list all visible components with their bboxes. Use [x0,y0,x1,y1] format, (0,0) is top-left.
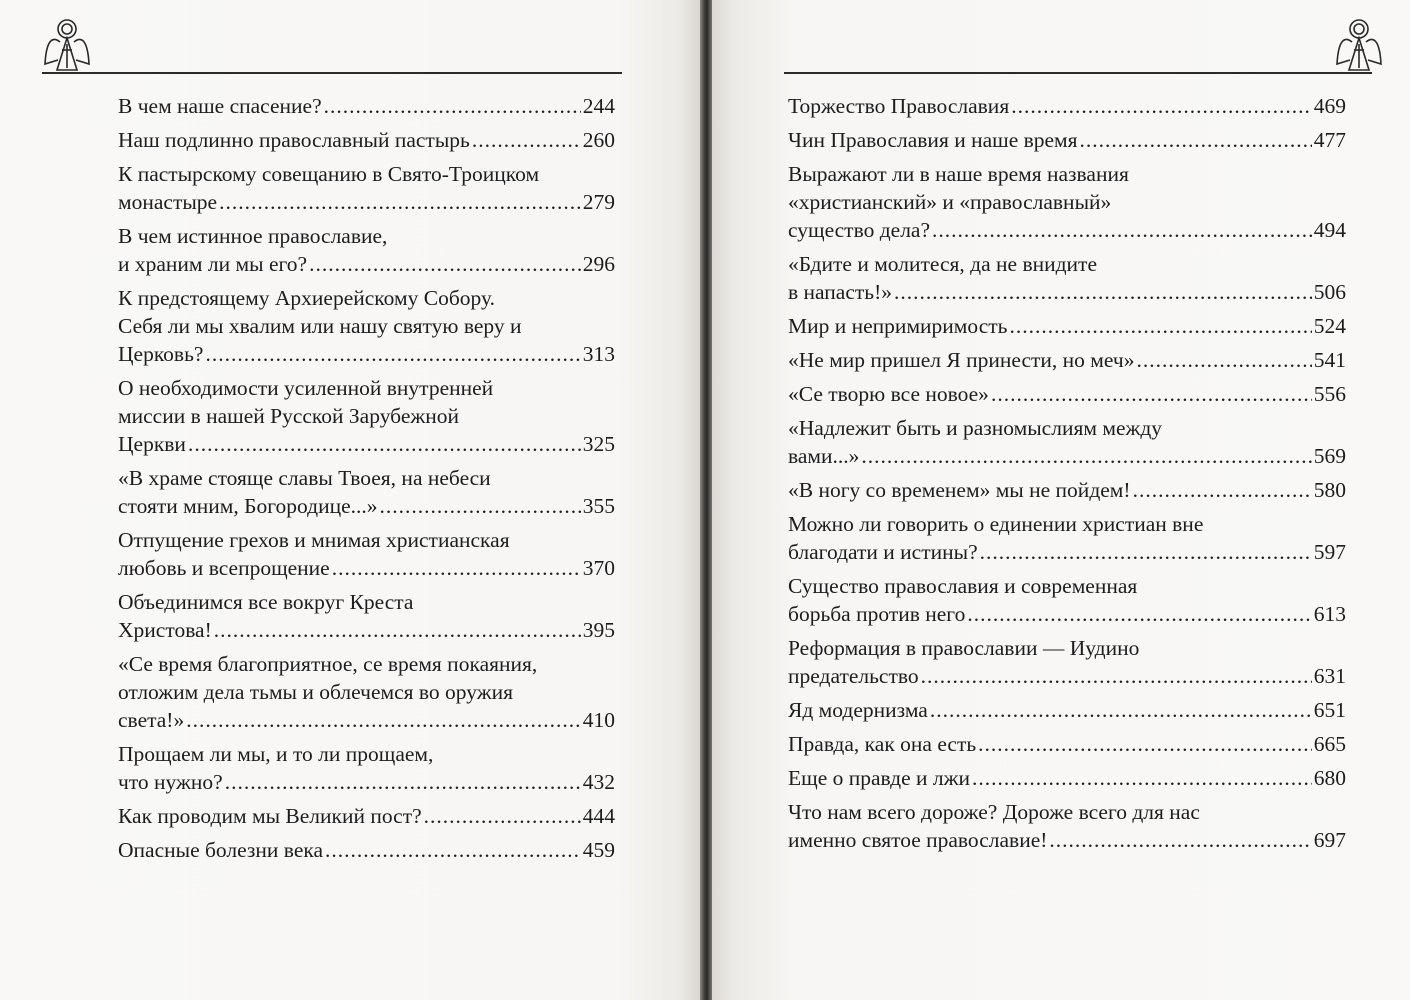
toc-entry-title-line: К предстоящему Архиерейскому Собору. [118,286,495,310]
toc-entry-last-line [118,492,615,520]
toc-entry-title-line: О необходимости усиленной внутренней [118,376,494,400]
toc-entry-last-line [788,126,1346,154]
toc-entry-title-line: Яд модернизма [788,698,928,722]
toc-page-number: 313 [582,342,615,366]
toc-entry-title-line: «Надлежит быть и разномыслиям между [788,416,1163,440]
toc-entry [118,160,615,216]
toc-entry [788,764,1346,792]
toc-entry-last-line [118,188,615,216]
dot-leader [188,430,581,458]
toc-entry-title-line: «Бдите и молитеся, да не внидите [788,252,1097,276]
toc-entry [788,250,1346,306]
toc-entry [118,92,615,120]
dot-leader [930,696,1312,724]
toc-entry-last-line [788,216,1346,244]
toc-page-number: 613 [1313,602,1346,626]
toc-entry-last-line [788,600,1346,628]
dot-leader [1049,826,1311,854]
toc-entry-title-line: именно святое православие! [788,828,1048,852]
dot-leader [424,802,581,830]
dot-leader [894,278,1312,306]
toc-entry-title-line: Еще о правде и лжи [788,766,970,790]
dot-leader [1136,346,1311,374]
dot-leader [967,600,1311,628]
toc-entry-last-line [118,340,615,368]
toc-page-number: 665 [1313,732,1346,756]
book-gutter [700,0,712,1000]
dot-leader [991,380,1312,408]
toc-entry-last-line [118,554,615,582]
toc-entry-title-line: «В ногу со временем» мы не пойдем! [788,478,1131,502]
toc-entry-title-line: в напасть!» [788,280,892,304]
toc-page-number: 680 [1313,766,1346,790]
toc-entry-last-line [788,442,1346,470]
toc-entry [118,588,615,644]
toc-entry-title-line: Опасные болезни века [118,838,324,862]
toc-page-number: 651 [1313,698,1346,722]
toc-entry [788,346,1346,374]
toc-entry-title-line: отложим дела тьмы и облечемся во оружия [118,680,513,704]
dot-leader [921,662,1312,690]
dot-leader [861,442,1311,470]
dot-leader [214,616,581,644]
toc-entry-last-line [788,662,1346,690]
toc-entry-last-line [788,476,1346,504]
toc-entry [118,802,615,830]
toc-entry [788,798,1346,854]
toc-page-number: 477 [1313,128,1346,152]
toc-page-number: 697 [1313,828,1346,852]
toc-entry-title-line: Прощаем ли мы, и то ли прощаем, [118,742,434,766]
angel-icon [42,14,92,72]
toc-entry [788,160,1346,244]
toc-entry [118,526,615,582]
toc-entry-title-line: любовь и всепрощение [118,556,330,580]
toc-entry-last-line [788,312,1346,340]
toc-entry-title-line: «христианский» и «православный» [788,190,1112,214]
toc-entry-title-line: Можно ли говорить о единении христиан вне [788,512,1204,536]
toc-list-right [788,92,1346,860]
toc-entry-title-line: Объединимся все вокруг Креста [118,590,414,614]
toc-entry-last-line [118,802,615,830]
toc-entry [118,222,615,278]
toc-entry-title-line: Чин Православия и наше время [788,128,1078,152]
dot-leader [1009,312,1311,340]
dot-leader [325,836,581,864]
toc-page-number: 355 [582,494,615,518]
toc-entry-title-line: Выражают ли в наше время названия [788,162,1129,186]
toc-entry-last-line [118,616,615,644]
toc-entry [788,696,1346,724]
toc-entry-title-line: В чем наше спасение? [118,94,322,118]
header-rule [42,72,622,74]
toc-page-number: 541 [1313,348,1346,372]
toc-entry-title-line: Торжество Православия [788,94,1010,118]
dot-leader [932,216,1312,244]
dot-leader [1080,126,1312,154]
header-rule [784,72,1372,74]
toc-entry-last-line [788,730,1346,758]
left-page [0,0,700,1000]
toc-entry-last-line [788,538,1346,566]
toc-entry-title-line: Существо православия и современная [788,574,1138,598]
toc-entry-title-line: света!» [118,708,185,732]
dot-leader [225,768,581,796]
toc-entry-last-line [118,92,615,120]
dot-leader [972,764,1312,792]
toc-entry [788,510,1346,566]
toc-entry-title-line: Реформация в православии — Иудино [788,636,1140,660]
toc-entry [788,312,1346,340]
toc-entry [788,380,1346,408]
toc-page-number: 506 [1313,280,1346,304]
toc-entry-title-line: Правда, как она есть [788,732,977,756]
toc-entry [118,836,615,864]
dot-leader [380,492,581,520]
toc-page-number: 597 [1313,540,1346,564]
toc-page-number: 244 [582,94,615,118]
toc-entry [118,284,615,368]
toc-entry-last-line [788,696,1346,724]
dot-leader [1011,92,1312,120]
toc-entry-title-line: борьба против него [788,602,966,626]
toc-page-number: 469 [1313,94,1346,118]
toc-entry-title-line: вами...» [788,444,860,468]
toc-entry [118,650,615,734]
toc-entry-title-line: «Не мир пришел Я принести, но меч» [788,348,1135,372]
toc-page-number: 631 [1313,664,1346,688]
dot-leader [309,250,581,278]
dot-leader [219,188,581,216]
toc-page-number: 279 [582,190,615,214]
toc-entry [788,476,1346,504]
dot-leader [186,706,581,734]
toc-list-left [118,92,615,870]
dot-leader [980,538,1312,566]
toc-entry [788,634,1346,690]
toc-entry-last-line [788,764,1346,792]
toc-entry [788,572,1346,628]
toc-entry-title-line: «Се время благоприятное, се время покаяния, [118,652,538,676]
toc-entry-last-line [788,380,1346,408]
toc-page-number: 410 [582,708,615,732]
toc-page-number: 494 [1313,218,1346,242]
toc-entry-last-line [788,278,1346,306]
toc-entry-last-line [118,430,615,458]
toc-page-number: 432 [582,770,615,794]
toc-entry-title-line: что нужно? [118,770,223,794]
toc-entry [118,374,615,458]
toc-entry-last-line [788,92,1346,120]
toc-entry-title-line: монастыре [118,190,218,214]
toc-entry-title-line: Себя ли мы хвалим или нашу святую веру и [118,314,522,338]
dot-leader [205,340,580,368]
toc-entry [788,414,1346,470]
toc-page-number: 370 [582,556,615,580]
dot-leader [472,126,581,154]
dot-leader [324,92,581,120]
toc-entry-last-line [118,126,615,154]
toc-page-number: 325 [582,432,615,456]
toc-entry-title-line: Мир и непримиримость [788,314,1008,338]
toc-entry-title-line: предательство [788,664,919,688]
toc-entry-title-line: и храним ли мы его? [118,252,308,276]
toc-entry-title-line: стояти мним, Богородице...» [118,494,378,518]
dot-leader [1133,476,1312,504]
angel-icon [1334,14,1384,72]
toc-entry-title-line: Отпущение грехов и мнимая христианская [118,528,510,552]
toc-entry-title-line: существо дела? [788,218,931,242]
toc-page-number: 569 [1313,444,1346,468]
toc-entry-last-line [788,346,1346,374]
toc-entry-title-line: К пастырскому совещанию в Свято-Троицком [118,162,540,186]
toc-entry-title-line: Церковь? [118,342,204,366]
toc-entry-title-line: «Се творю все новое» [788,382,989,406]
dot-leader [332,554,581,582]
toc-entry-title-line: Наш подлинно православный пастырь [118,128,470,152]
toc-entry-title-line: Христова! [118,618,212,642]
toc-entry-title-line: Церкви [118,432,186,456]
toc-entry-title-line: Как проводим мы Великий пост? [118,804,422,828]
toc-entry [118,740,615,796]
toc-entry-last-line [118,768,615,796]
toc-entry [118,126,615,154]
toc-page-number: 296 [582,252,615,276]
dot-leader [978,730,1312,758]
toc-page-number: 260 [582,128,615,152]
toc-entry [788,126,1346,154]
toc-page-number: 459 [582,838,615,862]
toc-entry-title-line: В чем истинное православие, [118,224,388,248]
toc-entry [788,730,1346,758]
toc-entry-title-line: благодати и истины? [788,540,978,564]
toc-entry-title-line: миссии в нашей Русской Зарубежной [118,404,459,428]
right-page [712,0,1410,1000]
toc-entry-last-line [118,250,615,278]
toc-entry [118,464,615,520]
toc-entry-last-line [118,836,615,864]
toc-entry-title-line: Что нам всего дороже? Дороже всего для нас [788,800,1200,824]
toc-entry-title-line: «В храме стояще славы Твоея, на небеси [118,466,491,490]
toc-page-number: 444 [582,804,615,828]
toc-page-number: 580 [1313,478,1346,502]
toc-page-number: 395 [582,618,615,642]
toc-entry-last-line [118,706,615,734]
toc-page-number: 524 [1313,314,1346,338]
toc-entry [788,92,1346,120]
toc-entry-last-line [788,826,1346,854]
toc-page-number: 556 [1313,382,1346,406]
